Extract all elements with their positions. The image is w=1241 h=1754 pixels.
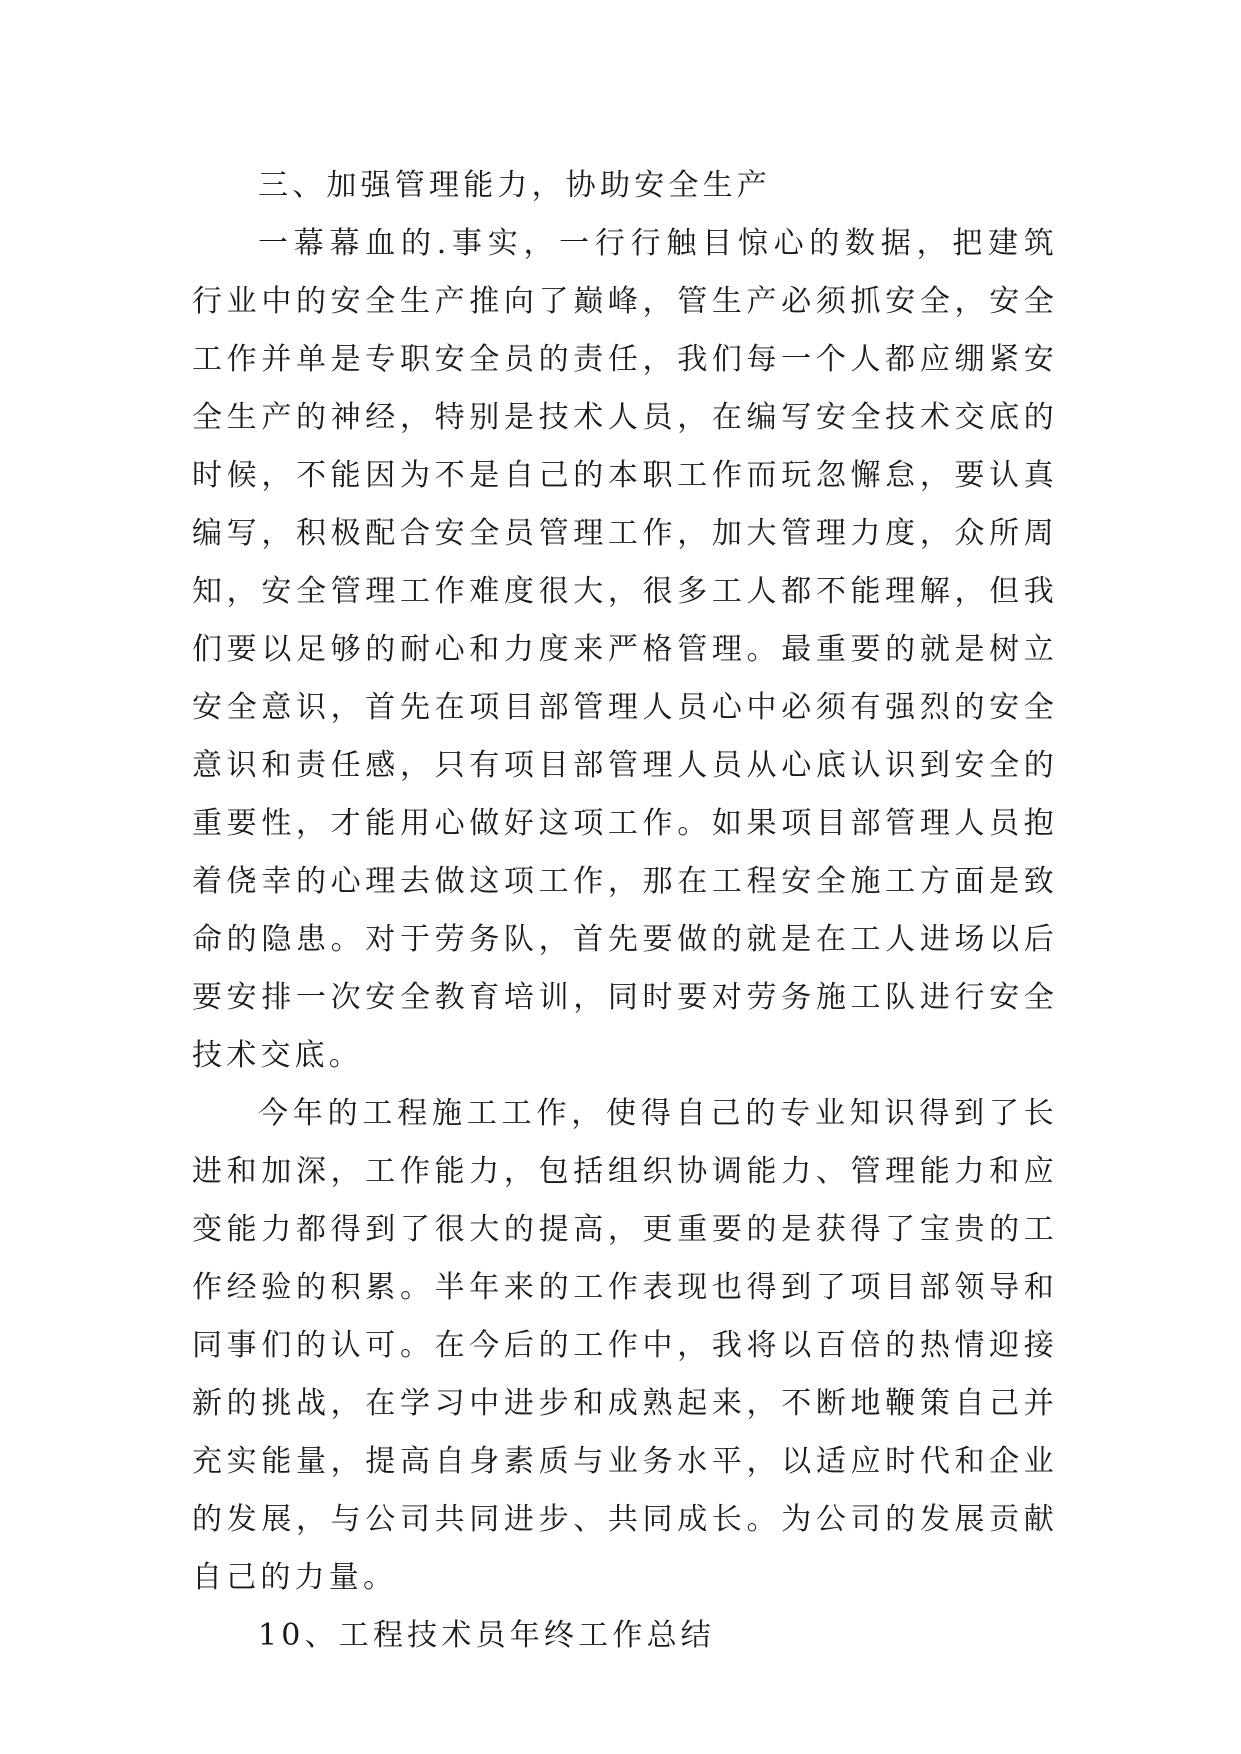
document-body [192, 157, 1058, 1665]
body-paragraph-summary: 今年的工程施工工作，使得自己的专业知识得到了长进和加深，工作能力，包括组织协调能力、管理能力和应变能力都得到了很大的提高，更重要的是获得了宝贵的工作经验的积累。半年来的工作表现也得到了项目部领导和同事们的认可。在今后的工作中，我将以百倍的热情迎接新的挑战，在学习中进步和成熟起来，不断地鞭策自己并充实能量，提高自身素质与业务水平，以适应时代和企业的发展，与公司共同进步、共同成长。为公司的发展贡献自己的力量。 [192, 1096, 1058, 1595]
section-heading: 三、加强管理能力，协助安全生产 [258, 168, 771, 203]
body-paragraph-safety: 一幕幕血的.事实，一行行触目惊心的数据，把建筑行业中的安全生产推向了巅峰，管生产必须抓安全，安全工作并单是专职安全员的责任，我们每一个人都应绷紧安全生产的神经，特别是技术人员，在编写安全技术交底的时候，不能因为不是自己的本职工作而玩忽懈怠，要认真编写，积极配合安全员管理工作，加大管理力度，众所周知，安全管理工作难度很大，很多工人都不能理解，但我们要以足够的耐心和力度来严格管理。最重要的就是树立安全意识，首先在项目部管理人员心中必须有强烈的安全意识和责任感，只有项目部管理人员从心底认识到安全的重要性，才能用心做好这项工作。如果项目部管理人员抱着侥幸的心理去做这项工作，那在工程安全施工方面是致命的隐患。对于劳务队，首先要做的就是在工人进场以后要安排一次安全教育培训，同时要对劳务施工队进行安全技术交底。 [192, 226, 1058, 1073]
next-section-heading: 10、工程技术员年终工作总结 [258, 1618, 715, 1653]
